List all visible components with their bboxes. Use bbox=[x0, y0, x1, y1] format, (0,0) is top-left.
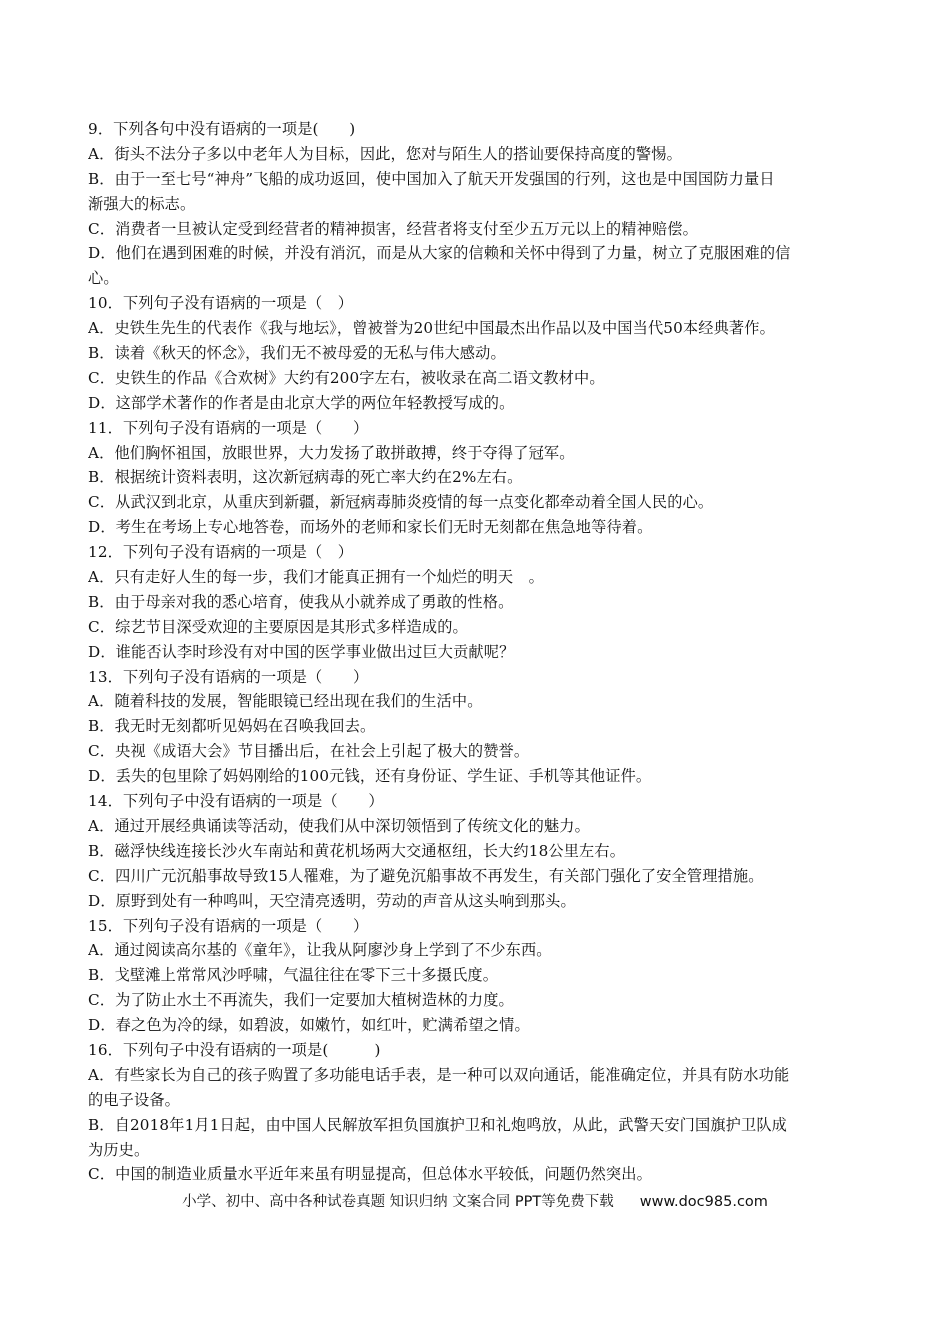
text-line: A．随着科技的发展，智能眼镜已经出现在我们的生活中。 bbox=[88, 692, 483, 711]
text-line: 13．下列句子没有语病的一项是（ ） bbox=[88, 667, 369, 686]
footer-text: 小学、初中、高中各种试卷真题 知识归纳 文案合同 PPT等免费下载 bbox=[182, 1194, 614, 1210]
text-line: C．史铁生的作品《合欢树》大约有200字左右，被收录在高二语文教材中。 bbox=[88, 368, 605, 387]
document-body bbox=[88, 117, 864, 1187]
text-line: 渐强大的标志。 bbox=[88, 194, 196, 213]
text-line: D．丢失的包里除了妈妈刚给的100元钱，还有身份证、学生证、手机等其他证件。 bbox=[88, 767, 652, 786]
text-line: 12．下列句子没有语病的一项是（ ） bbox=[88, 543, 354, 562]
text-line: C．综艺节目深受欢迎的主要原因是其形式多样造成的。 bbox=[88, 617, 468, 636]
text-line: C．四川广元沉船事故导致15人罹难，为了避免沉船事故不再发生，有关部门强化了安全管理措施。 bbox=[88, 866, 764, 885]
text-line: C．为了防止水土不再流失，我们一定要加大植树造林的力度。 bbox=[88, 991, 514, 1010]
text-line: A．史铁生先生的代表作《我与地坛》，曾被誉为20世纪中国最杰出作品以及中国当代50本经典著作。 bbox=[88, 319, 775, 338]
page-footer bbox=[0, 1190, 950, 1214]
text-line: D．这部学术著作的作者是由北京大学的两位年轻教授写成的。 bbox=[88, 393, 515, 412]
text-line: 的电子设备。 bbox=[88, 1090, 181, 1109]
text-line: 9．下列各句中没有语病的一项是( ) bbox=[88, 120, 356, 138]
text-line: 11．下列句子没有语病的一项是（ ） bbox=[88, 418, 369, 437]
text-line: 14．下列句子中没有语病的一项是（ ） bbox=[88, 792, 384, 811]
text-line: 心。 bbox=[88, 269, 119, 288]
text-line: A．通过阅读高尔基的《童年》，让我从阿廖沙身上学到了不少东西。 bbox=[88, 941, 552, 960]
text-line: D．原野到处有一种鸣叫，天空清亮透明，劳动的声音从这头响到那头。 bbox=[88, 891, 576, 910]
text-line: D．谁能否认李时珍没有对中国的医学事业做出过巨大贡献呢？ bbox=[88, 642, 515, 661]
text-line: C．消费者一旦被认定受到经营者的精神损害，经营者将支付至少五万元以上的精神赔偿。 bbox=[88, 219, 698, 238]
text-line: C．从武汉到北京，从重庆到新疆，新冠病毒肺炎疫情的每一点变化都牵动着全国人民的心。 bbox=[88, 493, 714, 512]
text-line: A．只有走好人生的每一步，我们才能真正拥有一个灿烂的明天 。 bbox=[88, 568, 544, 587]
text-line: A．通过开展经典诵读等活动，使我们从中深切领悟到了传统文化的魅力。 bbox=[88, 816, 590, 835]
footer-site-link[interactable]: www.doc985.com bbox=[639, 1194, 768, 1210]
text-line: B．由于一至七号“神舟”飞船的成功返回，使中国加入了航天开发强国的行列，这也是中国国防力量日 bbox=[88, 169, 775, 188]
text-line: C．央视《成语大会》节目播出后，在社会上引起了极大的赞誉。 bbox=[88, 742, 530, 761]
text-line: D．考生在考场上专心地答卷，而场外的老师和家长们无时无刻都在焦急地等待着。 bbox=[88, 518, 653, 537]
text-line: D．春之色为冷的绿，如碧波，如嫩竹，如红叶，贮满希望之情。 bbox=[88, 1016, 530, 1035]
text-line: B．根据统计资料表明，这次新冠病毒的死亡率大约在2%左右。 bbox=[88, 468, 523, 487]
text-line: B．磁浮快线连接长沙火车南站和黄花机场两大交通枢纽，长大约18公里左右。 bbox=[88, 841, 626, 860]
text-line: D．他们在遇到困难的时候，并没有消沉，而是从大家的信赖和关怀中得到了力量，树立了克服困难的信 bbox=[88, 244, 791, 263]
text-line: B．自2018年1月1日起，由中国人民解放军担负国旗护卫和礼炮鸣放，从此，武警天安门国旗护卫队成 bbox=[88, 1115, 788, 1134]
text-line: A．街头不法分子多以中老年人为目标，因此，您对与陌生人的搭讪要保持高度的警惕。 bbox=[88, 144, 682, 163]
text-line: A．他们胸怀祖国，放眼世界，大力发扬了敢拼敢搏，终于夺得了冠军。 bbox=[88, 443, 575, 462]
text-line: A．有些家长为自己的孩子购置了多功能电话手表，是一种可以双向通话，能准确定位，并具有防水功能 bbox=[88, 1065, 790, 1084]
text-line: 10．下列句子没有语病的一项是（ ） bbox=[88, 294, 354, 313]
text-line: 为历史。 bbox=[88, 1140, 150, 1159]
text-line: B．读着《秋天的怀念》，我们无不被母爱的无私与伟大感动。 bbox=[88, 344, 506, 363]
text-line: 15．下列句子没有语病的一项是（ ） bbox=[88, 916, 369, 935]
text-line: B．我无时无刻都听见妈妈在召唤我回去。 bbox=[88, 717, 376, 736]
text-line: B．由于母亲对我的悉心培育，使我从小就养成了勇敢的性格。 bbox=[88, 592, 514, 611]
text-line: C．中国的制造业质量水平近年来虽有明显提高，但总体水平较低，问题仍然突出。 bbox=[88, 1165, 652, 1184]
text-line: B．戈壁滩上常常风沙呼啸，气温往往在零下三十多摄氏度。 bbox=[88, 966, 499, 985]
text-line: 16．下列句子中没有语病的一项是( ) bbox=[88, 1040, 381, 1059]
